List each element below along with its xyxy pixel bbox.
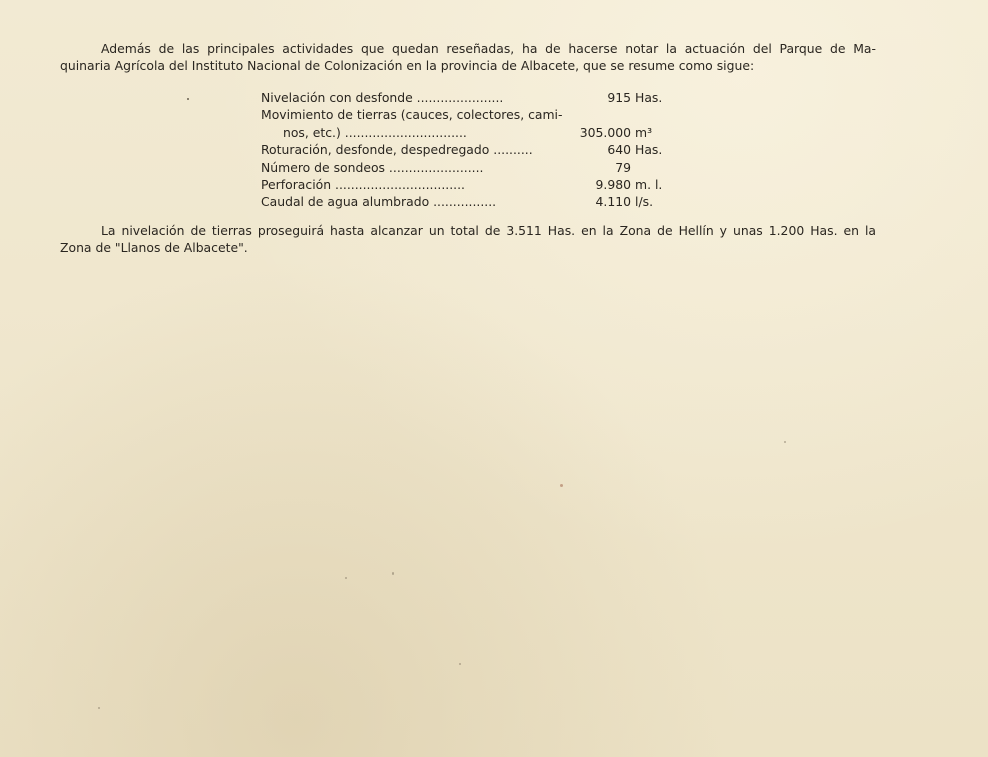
- table-row: [261, 193, 691, 210]
- intro-paragraph-line-1: Además de las principales actividades que quedan reseñadas, ha de hacerse notar la actuación del Parque de Ma-: [101, 41, 876, 56]
- paper-speck: [98, 707, 100, 709]
- table-row: [261, 159, 691, 176]
- activity-summary-table: [261, 89, 691, 211]
- closing-paragraph-line-1: La nivelación de tierras proseguirá hasta alcanzar un total de 3.511 Has. en la Zona de Hellín y unas 1.200 Has. en la: [101, 223, 876, 238]
- row-value: 4.110: [595, 194, 631, 210]
- intro-paragraph-line-2: quinaria Agrícola del Instituto Nacional de Colonización en la provincia de Albacete, que se resume como sigue:: [60, 58, 755, 73]
- row-value: 640: [607, 142, 631, 158]
- row-unit: Has.: [635, 90, 663, 105]
- intro-paragraph: [60, 40, 876, 74]
- row-label: nos, etc.) ...............................: [283, 124, 467, 140]
- table-row: [261, 124, 691, 141]
- paper-speck: [560, 484, 563, 487]
- closing-paragraph-line-2: Zona de "Llanos de Albacete".: [60, 240, 248, 255]
- table-row: [261, 141, 691, 158]
- row-label: Movimiento de tierras (cauces, colectores, cami-: [261, 107, 563, 123]
- table-row: [261, 106, 691, 123]
- row-unit: m³: [635, 124, 653, 140]
- paper-speck: [345, 577, 347, 579]
- row-label: Número de sondeos ........................: [261, 159, 484, 175]
- row-value: 915: [607, 90, 631, 105]
- row-value: 305.000: [579, 124, 631, 140]
- row-label: Perforación .................................: [261, 176, 465, 192]
- row-label: Roturación, desfonde, despedregado ..........: [261, 142, 533, 158]
- table-row: [261, 176, 691, 193]
- row-label: Caudal de agua alumbrado ................: [261, 194, 497, 210]
- paper-speck: [784, 441, 786, 443]
- paper-speck: [459, 663, 461, 665]
- row-unit: m. l.: [635, 176, 663, 192]
- margin-dot: [187, 98, 189, 100]
- row-value: 9.980: [595, 176, 631, 192]
- row-unit: l/s.: [635, 194, 654, 210]
- paper-speck: [392, 572, 394, 575]
- closing-paragraph: [60, 222, 876, 256]
- table-row: [261, 89, 691, 106]
- row-unit: Has.: [635, 142, 663, 158]
- row-value: 79: [615, 159, 631, 175]
- row-label: Nivelación con desfonde ......................: [261, 90, 504, 105]
